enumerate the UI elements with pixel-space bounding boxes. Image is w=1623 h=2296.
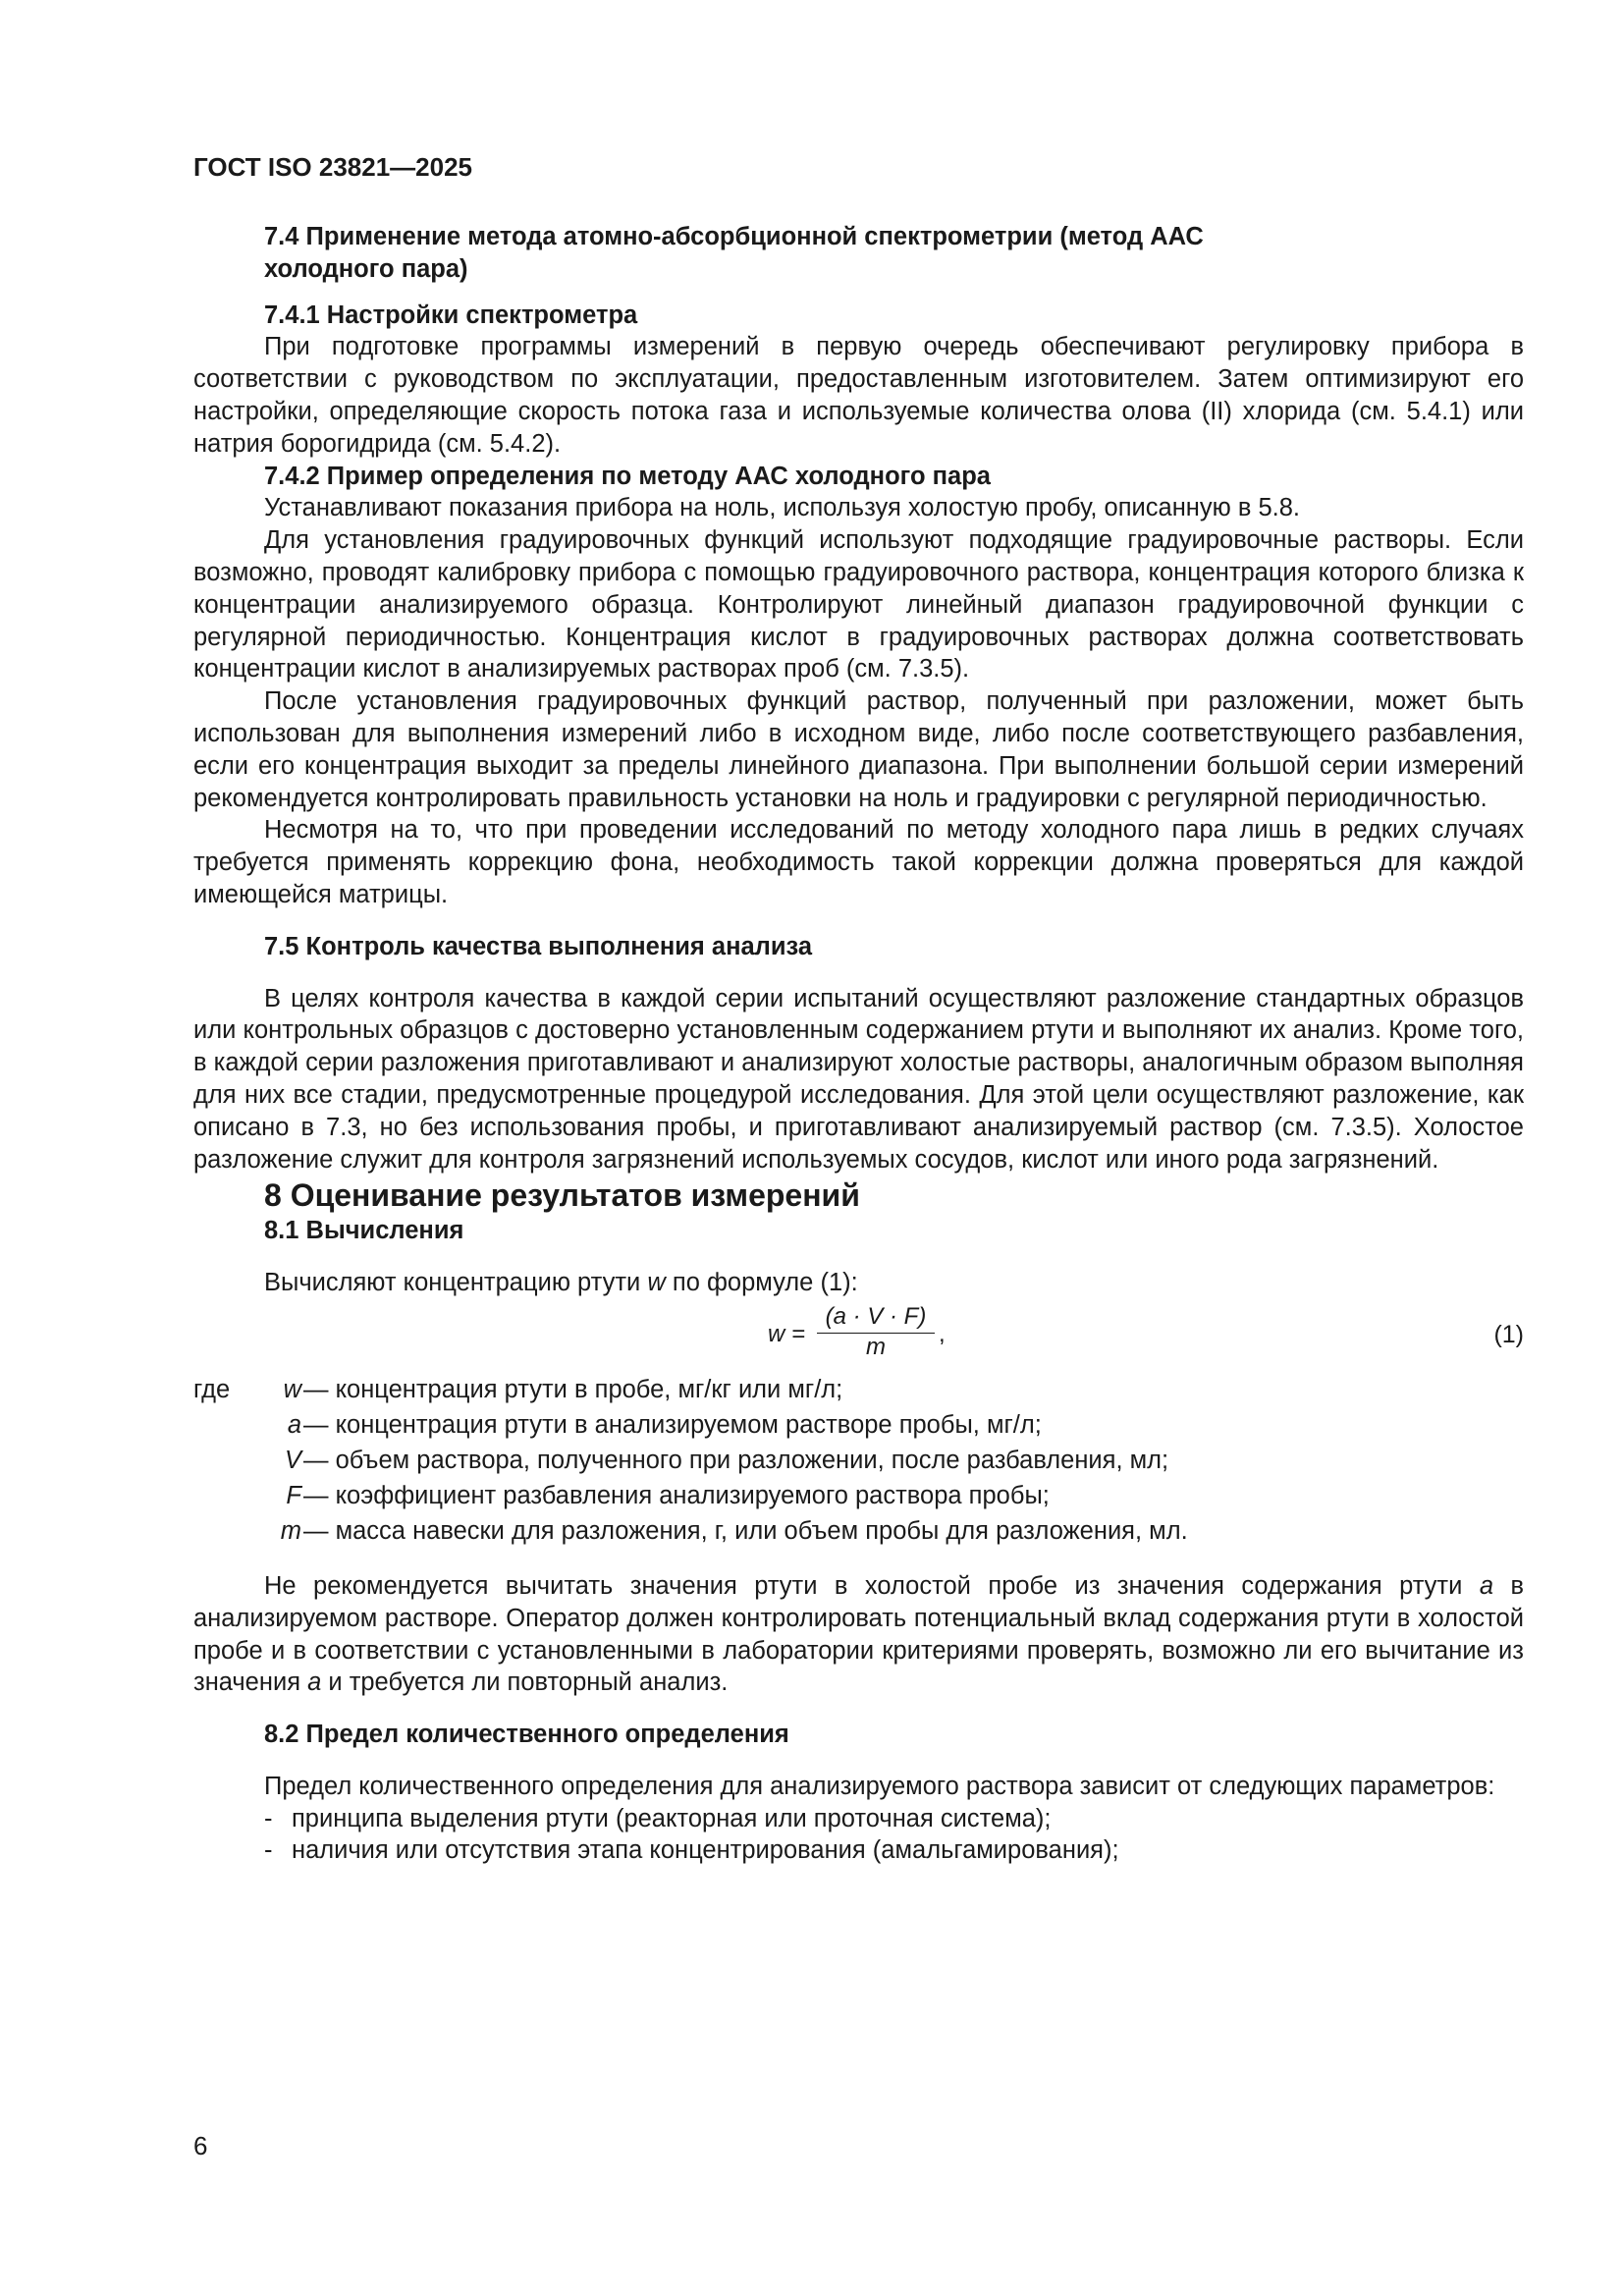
definition-text: — объем раствора, полученного при разложении, после разбавления, мл;	[303, 1446, 1169, 1474]
list-item	[193, 1803, 1524, 1835]
section-7-4-2-title: 7.4.2 Пример определения по методу ААС холодного пара	[264, 462, 991, 490]
intro-text: Вычисляют концентрацию ртути	[264, 1269, 648, 1297]
list-dash: -	[264, 1804, 273, 1832]
section-7-4-title	[193, 221, 1524, 286]
definition-text: — масса навески для разложения, г, или объем пробы для разложения, мл.	[303, 1516, 1188, 1545]
section-7-4-1-paragraph: При подготовке программы измерений в первую очередь обеспечивают регулировку прибора в соответствии с руководством по эксплуатации, предоставленным изготовителем. Затем оптимизируют его настройки, определяющие скорость потока газа и используемые количества олова (II) хлорида (см. 5.4.1) или натрия борогидрида (см. 5.4.2).	[193, 333, 1524, 458]
section-8-1-intro	[193, 1267, 1524, 1299]
intro-variable: w	[647, 1269, 666, 1297]
definition-row	[193, 1374, 1524, 1409]
definition-text: — концентрация ртути в анализируемом растворе пробы, мг/л;	[303, 1410, 1042, 1439]
formula-1	[193, 1303, 1524, 1364]
intro-text-end: по формуле (1):	[665, 1269, 858, 1297]
section-7-4-2-paragraph-1: Устанавливают показания прибора на ноль, используя холостую пробу, описанную в 5.8.	[264, 494, 1300, 522]
paragraph-text: и требуется ли повторный анализ.	[321, 1668, 729, 1697]
formula-numerator: (a · V · F)	[817, 1303, 935, 1334]
section-8-2-title: 8.2 Предел количественного определения	[264, 1721, 789, 1749]
equation-number: (1)	[1493, 1320, 1524, 1348]
document-header: ГОСТ ISO 23821—2025	[193, 152, 473, 182]
section-7-4-1-title: 7.4.1 Настройки спектрометра	[264, 301, 638, 329]
formula-lhs-text: w =	[768, 1320, 806, 1347]
section-8-title: 8 Оценивание результатов измерений	[264, 1177, 860, 1214]
definition-row	[193, 1445, 1524, 1480]
variable-definitions	[193, 1374, 1524, 1551]
formula-comma: ,	[939, 1320, 946, 1347]
formula-fraction	[817, 1303, 935, 1361]
definition-row	[193, 1409, 1524, 1445]
section-7-4-title-line2: холодного пара)	[264, 254, 468, 283]
definition-symbol: F	[286, 1481, 301, 1509]
list-item-text: принципа выделения ртути (реакторная или проточная система);	[292, 1804, 1052, 1832]
section-7-4-2-paragraph-4: Несмотря на то, что при проведении исследований по методу холодного пара лишь в редких случаях требуется применять коррекцию фона, необходимость такой коррекции должна проверяться для каждой имеющейся матрицы.	[193, 816, 1524, 908]
paragraph-text: Не рекомендуется вычитать значения ртути в холостой пробе из значения содержания ртути	[264, 1571, 1480, 1600]
section-8-2-paragraph: Предел количественного определения для анализируемого раствора зависит от следующих параметров:	[264, 1772, 1495, 1800]
formula-denominator: m	[866, 1333, 886, 1360]
definition-symbol: a	[287, 1410, 301, 1439]
list-item	[193, 1834, 1524, 1867]
document-body	[193, 221, 1524, 1867]
section-8-1-title: 8.1 Вычисления	[264, 1217, 464, 1245]
page-number: 6	[193, 2131, 208, 2160]
definition-symbol: m	[280, 1516, 301, 1545]
section-8-1-paragraph-2	[193, 1570, 1524, 1699]
section-7-4-title-line1: 7.4 Применение метода атомно-абсорбционной спектрометрии (метод ААС	[264, 223, 1204, 250]
paragraph-text: в анализируемом растворе. Оператор должен контролировать потенциальный вклад содержания ртути в холостой пробе и в соответствии с установленными в лаборатории критериями проверять, возможно ли его вычитание из значения	[193, 1571, 1525, 1697]
definition-text: — коэффициент разбавления анализируемого раствора пробы;	[303, 1481, 1050, 1509]
where-label: где	[193, 1375, 231, 1403]
variable-a: a	[1479, 1571, 1493, 1600]
section-7-5-paragraph: В целях контроля качества в каждой серии испытаний осуществляют разложение стандартных образцов или контрольных образцов с достоверно установленным содержанием ртути и выполняют их анализ. Кроме того, в каждой серии разложения приготавливают и анализируют холостые растворы, аналогичным образом выполняя для них все стадии, предусмотренные процедурой исследования. Для этой цели осуществляют разложение, как описано в 7.3, но без использования пробы, и приготавливают анализируемый раствор (см. 7.3.5). Холостое разложение служит для контроля загрязнений используемых сосудов, кислот или иного рода загрязнений.	[193, 984, 1524, 1174]
definition-symbol: w	[283, 1375, 301, 1403]
definition-row	[193, 1480, 1524, 1515]
list-dash: -	[264, 1836, 273, 1865]
variable-a: a	[307, 1668, 322, 1697]
section-7-4-2-paragraph-2: Для установления градуировочных функций используют подходящие градуировочные растворы. Если возможно, проводят калибровку прибора с помощью градуировочного раствора, концентрация которого близка к концентрации анализируемого образца. Контролируют линейный диапазон градуировочной функции с регулярной периодичностью. Концентрация кислот в градуировочных растворах должна соответствовать концентрации кислот в анализируемых растворах проб (см. 7.3.5).	[193, 526, 1524, 683]
list-item-text: наличия или отсутствия этапа концентрирования (амальгамирования);	[292, 1836, 1119, 1865]
definition-text: — концентрация ртути в пробе, мг/кг или мг/л;	[303, 1375, 843, 1403]
definition-symbol: V	[284, 1446, 301, 1474]
formula-lhs	[768, 1319, 805, 1351]
section-7-5-title: 7.5 Контроль качества выполнения анализа	[264, 932, 813, 960]
section-7-4-2-paragraph-3: После установления градуировочных функций раствор, полученный при разложении, может быть использован для выполнения измерений либо в исходном виде, либо после соответствующего разбавления, если его концентрация выходит за пределы линейного диапазона. При выполнении большой серии измерений рекомендуется контролировать правильность установки на ноль и градуировки с регулярной периодичностью.	[193, 687, 1524, 812]
definition-row	[193, 1515, 1524, 1551]
